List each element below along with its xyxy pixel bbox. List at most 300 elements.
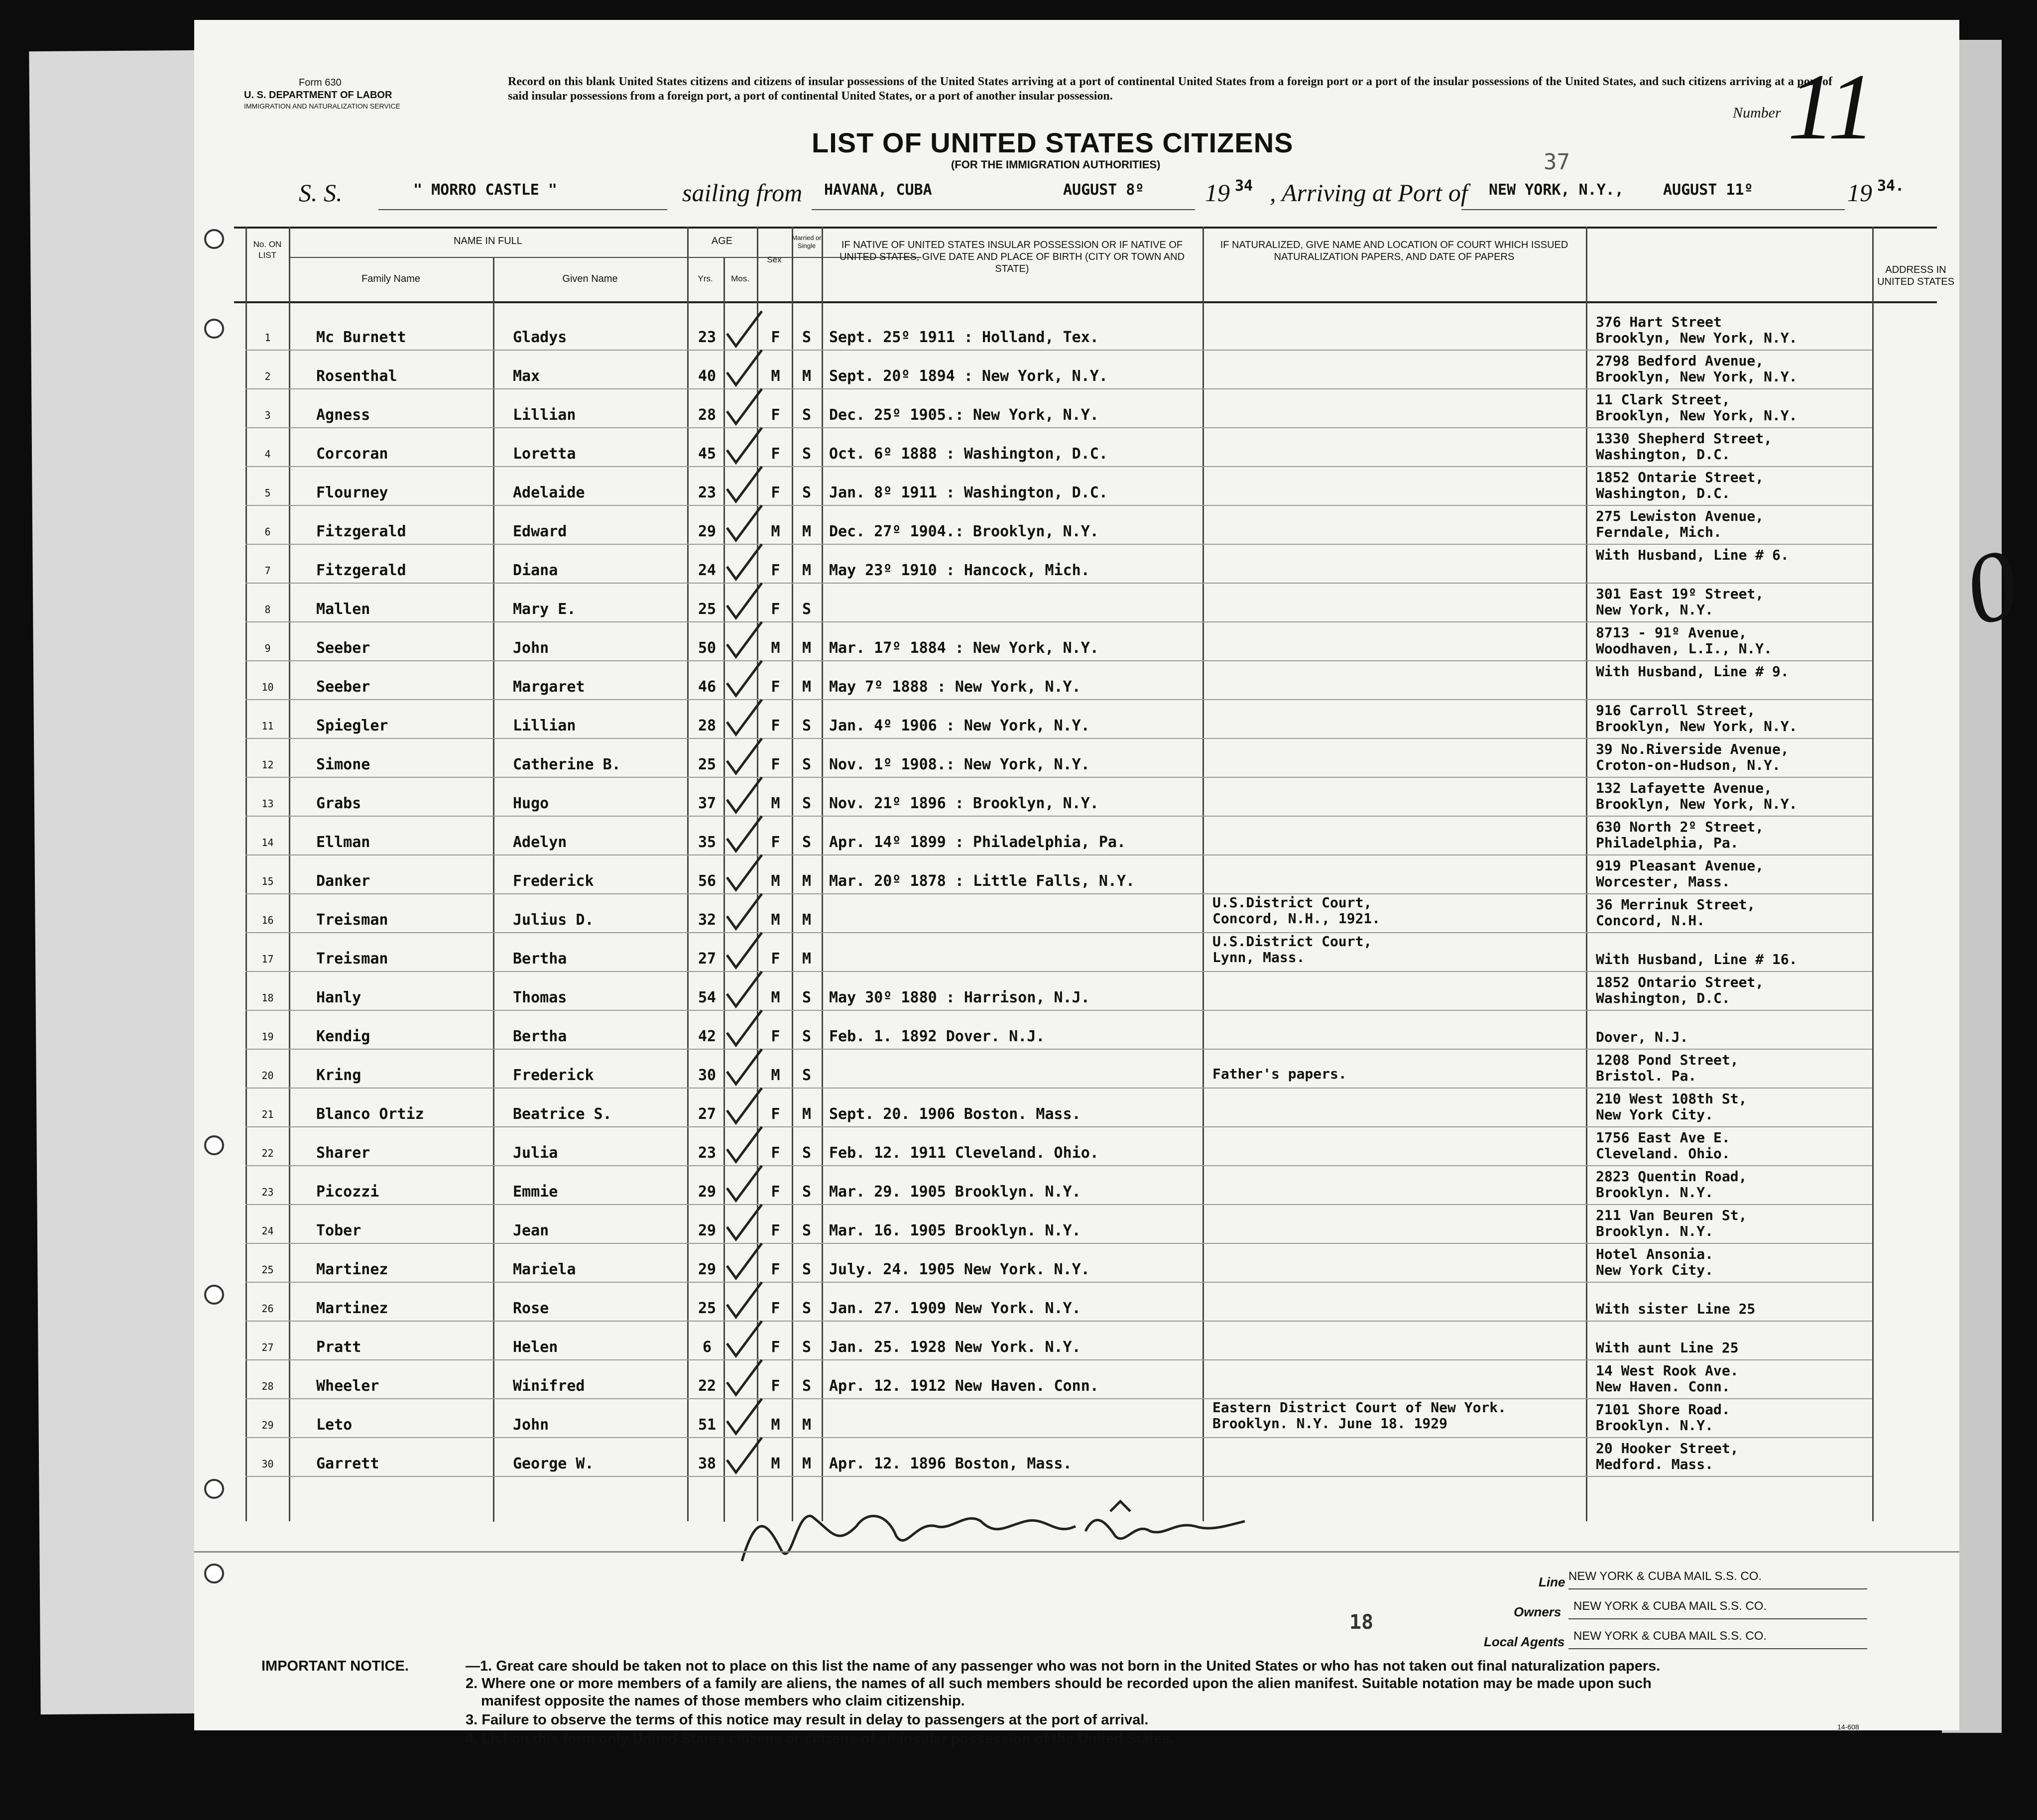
row-number: 10 (261, 681, 274, 693)
row-rule (245, 1398, 1872, 1399)
row-number: 22 (261, 1147, 274, 1159)
family-name: Sharer (316, 1144, 370, 1162)
age-years: 23 (698, 329, 717, 346)
address-line: New York City. (1596, 1106, 1714, 1123)
address-line: 1208 Pond Street, (1596, 1052, 1739, 1068)
sex: F (771, 562, 780, 579)
birth-date-place: Mar. 29. 1905 Brooklyn. N.Y. (829, 1183, 1081, 1201)
age-years: 46 (698, 678, 717, 696)
header-naturalized: IF NATURALIZED, GIVE NAME AND LOCATION OF COURT WHICH ISSUED NATURALIZATION PAPERS, AND DATE OF PAPERS (1220, 240, 1568, 262)
age-years: 6 (702, 1338, 712, 1356)
sex: M (771, 989, 780, 1006)
line-label: Line (1539, 1575, 1565, 1589)
sex: F (771, 329, 780, 346)
given-name: Mariela (513, 1261, 576, 1278)
address-line: Croton-on-Hudson, N.Y. (1596, 757, 1781, 773)
address-line: Ferndale, Mich. (1596, 524, 1722, 540)
address-line: 1852 Ontario Street, (1596, 974, 1764, 990)
marital-status: M (802, 678, 812, 696)
header-birth: IF NATIVE OF UNITED STATES INSULAR POSSESSION OR IF NATIVE OF UNITED STATES, GIVE DATE AND PLACE OF BIRTH (CITY OR TOWN AND STATE) (839, 240, 1185, 274)
sex: F (771, 1144, 780, 1162)
family-name: Spiegler (316, 717, 388, 734)
given-name: John (513, 639, 549, 657)
check-mark-icon (722, 1319, 767, 1358)
row-rule (245, 1088, 1872, 1089)
given-name: Julia (513, 1144, 558, 1162)
marital-status: S (802, 717, 812, 734)
age-years: 51 (698, 1416, 717, 1434)
row-rule (245, 893, 1872, 894)
row-number: 14 (261, 837, 274, 849)
family-name: Martinez (316, 1300, 388, 1317)
row-rule (245, 1437, 1872, 1438)
row-number: 19 (261, 1031, 274, 1043)
age-years: 29 (698, 1183, 717, 1201)
row-rule (245, 621, 1872, 622)
address-line: Woodhaven, L.I., N.Y. (1596, 640, 1773, 657)
marital-status: M (802, 1455, 812, 1472)
naturalization-line: Brooklyn. N.Y. June 18. 1929 (1212, 1415, 1448, 1432)
address-line: 132 Lafayette Avenue, (1596, 780, 1773, 796)
birth-date-place: Jan. 4º 1906 : New York, N.Y. (829, 717, 1090, 734)
notice-item: manifest opposite the names of those members who claim citizenship. (481, 1693, 965, 1709)
birth-date-place: Nov. 1º 1908.: New York, N.Y. (829, 756, 1090, 773)
marital-status: S (802, 601, 812, 618)
row-number: 24 (261, 1225, 274, 1237)
col-rule (792, 227, 793, 1521)
depart-year-prefix: 19 (1205, 179, 1230, 207)
family-name: Corcoran (316, 445, 388, 463)
manifest-page (194, 20, 2030, 1747)
row-number: 1 (264, 332, 271, 344)
row-rule (245, 1476, 1872, 1477)
header-name-in-full: NAME IN FULL (454, 236, 522, 246)
row-rule (245, 816, 1872, 817)
address-line: 1330 Shepherd Street, (1596, 430, 1773, 447)
address-line: With aunt Line 25 (1596, 1339, 1739, 1356)
binder-hole (204, 229, 224, 249)
row-rule (245, 1165, 1872, 1166)
family-name: Garrett (316, 1455, 379, 1472)
address-line: 8713 - 91º Avenue, (1596, 624, 1747, 641)
row-rule (245, 583, 1872, 584)
birth-date-place: Sept. 20º 1894 : New York, N.Y. (829, 367, 1108, 385)
given-name: Mary E. (513, 601, 576, 618)
notice-item: 2. Where one or more members of a family are aliens, the names of all such members should be recorded upon the alien manifest. Suitable notation may be made upon such (466, 1676, 1652, 1692)
age-years: 42 (698, 1028, 717, 1045)
row-number: 29 (261, 1419, 274, 1431)
arrival-port: NEW YORK, N.Y., (1489, 181, 1624, 199)
sex: M (771, 795, 780, 812)
check-mark-icon (722, 1047, 767, 1087)
address-line: 376 Hart Street (1596, 314, 1722, 330)
row-number: 23 (261, 1186, 274, 1198)
sex: M (771, 872, 780, 890)
given-name: Bertha (513, 1028, 567, 1045)
marital-status: M (802, 639, 812, 657)
family-name: Rosenthal (316, 367, 397, 385)
age-years: 38 (698, 1455, 717, 1472)
check-mark-icon (722, 814, 767, 853)
age-years: 45 (698, 445, 717, 463)
header-mos: Mos. (731, 274, 749, 283)
address-line: 14 West Rook Ave. (1596, 1362, 1739, 1379)
row-rule (245, 854, 1872, 855)
family-name: Treisman (316, 911, 388, 929)
footer-top-rule (194, 1551, 1959, 1553)
address-line: New Haven. Conn. (1596, 1378, 1730, 1395)
family-name: Danker (316, 872, 370, 890)
given-name: Helen (513, 1338, 558, 1356)
given-name: Catherine B. (513, 756, 621, 773)
given-name: Adelyn (513, 834, 567, 851)
age-years: 50 (698, 639, 717, 657)
check-mark-icon (722, 619, 767, 659)
row-number: 12 (261, 759, 274, 771)
check-mark-icon (722, 1357, 767, 1397)
row-number: 26 (261, 1303, 274, 1315)
row-rule (245, 1126, 1872, 1127)
given-name: Jean (513, 1222, 549, 1239)
family-name: Seeber (316, 639, 370, 657)
address-line: Brooklyn, New York, N.Y. (1596, 796, 1797, 812)
check-mark-icon (722, 348, 767, 387)
age-years: 40 (698, 367, 717, 385)
given-name: Lillian (513, 717, 576, 734)
birth-date-place: May 23º 1910 : Hancock, Mich. (829, 562, 1090, 579)
age-years: 29 (698, 1261, 717, 1278)
header-given-name: Given Name (562, 273, 618, 284)
departure-date: AUGUST 8º (1063, 181, 1144, 199)
given-name: Rose (513, 1300, 549, 1317)
address-line: Brooklyn. N.Y. (1596, 1417, 1714, 1434)
sex: M (771, 1416, 780, 1434)
family-name: Simone (316, 756, 370, 773)
address-line: Brooklyn, New York, N.Y. (1596, 330, 1797, 346)
marital-status: S (802, 1144, 812, 1162)
naturalization-line: Lynn, Mass. (1212, 949, 1305, 966)
form-code: 14-608 (1837, 1723, 1859, 1731)
sex: F (771, 1338, 780, 1356)
family-name: Wheeler (316, 1377, 379, 1395)
family-name: Leto (316, 1416, 353, 1434)
row-number: 17 (261, 953, 274, 965)
row-rule (245, 660, 1872, 661)
marital-status: S (802, 1067, 812, 1084)
marital-status: M (802, 523, 812, 540)
age-years: 29 (698, 1222, 717, 1239)
address-line: 39 No.Riverside Avenue, (1596, 741, 1789, 757)
form-number: Form 630 (299, 77, 342, 88)
age-years: 27 (698, 1105, 717, 1123)
check-mark-icon (722, 309, 767, 349)
row-number: 11 (261, 720, 274, 732)
number-value: 11 (1788, 55, 1875, 159)
notice-item: 4. List on this form only United States citizens or citizens of an insular possession of the United States. (466, 1731, 1174, 1747)
given-name: Thomas (513, 989, 567, 1006)
row-rule (245, 738, 1872, 739)
age-years: 27 (698, 950, 717, 968)
address-line: 211 Van Beuren St, (1596, 1207, 1747, 1223)
check-mark-icon (722, 969, 767, 1009)
address-line: With Husband, Line # 6. (1596, 547, 1789, 563)
given-name: Margaret (513, 678, 585, 696)
given-name: Bertha (513, 950, 567, 968)
binder-hole (204, 1564, 224, 1583)
family-name: Martinez (316, 1261, 388, 1278)
address-line: Washington, D.C. (1596, 990, 1730, 1006)
birth-date-place: Feb. 1. 1892 Dover. N.J. (829, 1028, 1045, 1045)
sailing-label: sailing from (682, 179, 803, 207)
age-years: 28 (698, 406, 717, 424)
check-mark-icon (722, 1280, 767, 1320)
header-married: Married or Single (792, 234, 822, 249)
given-name: Hugo (513, 795, 549, 812)
given-name: Max (513, 367, 540, 385)
check-mark-icon (722, 1435, 767, 1475)
marital-status: S (802, 329, 812, 346)
row-number: 16 (261, 914, 274, 926)
row-number: 7 (264, 565, 271, 577)
stamp-number: 18 (1349, 1611, 1374, 1634)
address-line: With Husband, Line # 16. (1596, 951, 1797, 968)
row-number: 2 (264, 370, 271, 382)
birth-date-place: Apr. 14º 1899 : Philadelphia, Pa. (829, 834, 1126, 851)
owners-value: NEW YORK & CUBA MAIL S.S. CO. (1573, 1599, 1767, 1613)
row-rule (245, 427, 1872, 428)
page-subtitle: (FOR THE IMMIGRATION AUTHORITIES) (951, 158, 1161, 171)
header-bottom-rule (234, 301, 1937, 303)
sex: M (771, 1455, 780, 1472)
age-years: 25 (698, 1300, 717, 1317)
birth-date-place: Jan. 25. 1928 New York. N.Y. (829, 1338, 1081, 1356)
row-number: 21 (261, 1108, 274, 1120)
address-line: Brooklyn, New York, N.Y. (1596, 407, 1797, 424)
agents-rule (1568, 1648, 1867, 1649)
address-line: 2823 Quentin Road, (1596, 1168, 1747, 1185)
arriving-label: , Arriving at Port of (1270, 179, 1468, 207)
birth-date-place: Oct. 6º 1888 : Washington, D.C. (829, 445, 1108, 463)
age-years: 35 (698, 834, 717, 851)
family-name: Hanly (316, 989, 361, 1006)
given-name: Gladys (513, 329, 567, 346)
address-line: Concord, N.H. (1596, 912, 1705, 929)
row-number: 5 (264, 487, 271, 499)
family-name: Fitzgerald (316, 562, 406, 579)
check-mark-icon (722, 852, 767, 892)
age-years: 22 (698, 1377, 717, 1395)
arrival-rule (1461, 209, 1845, 210)
row-rule (245, 388, 1872, 389)
department: U. S. DEPARTMENT OF LABOR (244, 90, 392, 101)
row-number: 8 (264, 604, 271, 615)
marital-status: S (802, 756, 812, 773)
row-rule (245, 971, 1872, 972)
marital-status: S (802, 1183, 812, 1201)
check-mark-icon (722, 1202, 767, 1242)
row-rule (245, 466, 1872, 467)
birth-date-place: Jan. 27. 1909 New York. N.Y. (829, 1300, 1081, 1317)
marital-status: S (802, 1261, 812, 1278)
check-mark-icon (722, 736, 767, 776)
arrive-year: 34. (1877, 177, 1905, 195)
marital-status: S (802, 484, 812, 501)
service: IMMIGRATION AND NATURALIZATION SERVICE (244, 102, 400, 110)
family-name: Pratt (316, 1338, 361, 1356)
form-instruction: Record on this blank United States citizens and citizens of insular possessions of the United States arriving at a port of continental United States from a foreign port or a port of the insular possessions of the United States, and such citizens arriving at a port of said insular possessions from a foreign port, a port of continental United States, or a port of another insular possession. (508, 75, 1832, 103)
address-line: 20 Hooker Street, (1596, 1440, 1739, 1456)
col-rule (245, 227, 247, 1521)
notice-item: —1. Great care should be taken not to place on this list the name of any passenger who was not born in the United States or who has not taken out final naturalization papers. (466, 1658, 1661, 1674)
age-years: 29 (698, 523, 717, 540)
given-name: Winifred (513, 1377, 585, 1395)
check-mark-icon (722, 1086, 767, 1125)
birth-date-place: Sept. 25º 1911 : Holland, Tex. (829, 329, 1099, 346)
marital-status: M (802, 872, 812, 890)
address-line: Bristol. Pa. (1596, 1068, 1697, 1084)
address-line: With sister Line 25 (1596, 1301, 1756, 1317)
address-line: Brooklyn, New York, N.Y. (1596, 368, 1797, 385)
row-rule (245, 777, 1872, 778)
row-number: 13 (261, 798, 274, 810)
marital-status: S (802, 406, 812, 424)
family-name: Ellman (316, 834, 370, 851)
row-number: 25 (261, 1264, 274, 1276)
age-years: 28 (698, 717, 717, 734)
sex: F (771, 601, 780, 618)
header-sex: Sex (767, 255, 782, 264)
address-line: 1756 East Ave E. (1596, 1129, 1730, 1146)
sex: F (771, 1028, 780, 1045)
birth-date-place: May 7º 1888 : New York, N.Y. (829, 678, 1081, 696)
margin-mark: 0 (1953, 527, 2030, 647)
row-rule (245, 350, 1872, 351)
sex: M (771, 639, 780, 657)
birth-date-place: Apr. 12. 1912 New Haven. Conn. (829, 1377, 1099, 1395)
age-years: 32 (698, 911, 717, 929)
check-mark-icon (722, 464, 767, 504)
row-rule (245, 699, 1872, 700)
row-rule (245, 932, 1872, 933)
page-mark: 37 (1544, 149, 1570, 175)
col-rule (289, 227, 290, 1521)
arrive-year-prefix: 19 (1847, 179, 1872, 207)
given-name: John (513, 1416, 549, 1434)
address-line: 7101 Shore Road. (1596, 1401, 1730, 1418)
family-name: Kring (316, 1067, 361, 1084)
given-name: George W. (513, 1455, 594, 1472)
sex: F (771, 484, 780, 501)
row-rule (245, 1282, 1872, 1283)
sex: F (771, 1300, 780, 1317)
address-line: 11 Clark Street, (1596, 391, 1730, 408)
address-line: Brooklyn. N.Y. (1596, 1184, 1714, 1201)
binder-hole (204, 319, 224, 339)
given-name: Lillian (513, 406, 576, 424)
birth-date-place: Feb. 12. 1911 Cleveland. Ohio. (829, 1144, 1099, 1162)
sex: F (771, 1183, 780, 1201)
sex: F (771, 1377, 780, 1395)
check-mark-icon (722, 1163, 767, 1203)
ship-rule (378, 209, 667, 210)
check-mark-icon (722, 1124, 767, 1164)
address-line: 630 North 2º Street, (1596, 819, 1764, 835)
family-name: Seeber (316, 678, 370, 696)
address-line: Brooklyn, New York, N.Y. (1596, 718, 1797, 734)
marital-status: S (802, 989, 812, 1006)
birth-date-place: May 30º 1880 : Harrison, N.J. (829, 989, 1090, 1006)
sex: F (771, 834, 780, 851)
address-line: Worcester, Mass. (1596, 873, 1730, 890)
birth-date-place: Mar. 16. 1905 Brooklyn. N.Y. (829, 1222, 1081, 1239)
ss-label: S. S. (299, 179, 343, 207)
address-line: 2798 Bedford Avenue, (1596, 353, 1764, 369)
binder-hole (204, 1479, 224, 1499)
given-name: Emmie (513, 1183, 558, 1201)
number-label: Number (1733, 105, 1781, 121)
handwritten-signature (737, 1491, 1255, 1571)
owners-label: Owners (1514, 1604, 1561, 1619)
sex: M (771, 911, 780, 929)
row-rule (245, 1049, 1872, 1050)
family-name: Mallen (316, 601, 370, 618)
age-years: 37 (698, 795, 717, 812)
address-line: 36 Merrinuk Street, (1596, 896, 1756, 913)
col-rule (1586, 227, 1587, 1521)
sex: F (771, 717, 780, 734)
check-mark-icon (722, 930, 767, 970)
sex: F (771, 756, 780, 773)
check-mark-icon (722, 1241, 767, 1281)
birth-date-place: Nov. 21º 1896 : Brooklyn, N.Y. (829, 795, 1099, 812)
row-number: 4 (264, 448, 271, 460)
marital-status: S (802, 1377, 812, 1395)
address-line: 916 Carroll Street, (1596, 702, 1756, 719)
sex: M (771, 1067, 780, 1084)
address-line: 301 East 19º Street, (1596, 586, 1764, 602)
age-years: 30 (698, 1067, 717, 1084)
notice-heading: IMPORTANT NOTICE. (261, 1658, 409, 1674)
marital-status: S (802, 1300, 812, 1317)
naturalization-line: Concord, N.H., 1921. (1212, 910, 1381, 927)
sailing-rule (812, 209, 1195, 210)
family-name: Flourney (316, 484, 388, 501)
family-name: Grabs (316, 795, 361, 812)
sex: F (771, 678, 780, 696)
header-address: ADDRESS IN UNITED STATES (1877, 264, 1954, 287)
sex: M (771, 367, 780, 385)
line-value: NEW YORK & CUBA MAIL S.S. CO. (1568, 1570, 1762, 1583)
owners-rule (1568, 1618, 1867, 1619)
row-number: 30 (261, 1458, 274, 1470)
address-line: Washington, D.C. (1596, 485, 1730, 501)
age-years: 23 (698, 1144, 717, 1162)
sex: F (771, 1105, 780, 1123)
row-number: 15 (261, 875, 274, 887)
ship-name: " MORRO CASTLE " (413, 181, 557, 199)
address-line: Washington, D.C. (1596, 446, 1730, 463)
depart-year: 34 (1235, 177, 1253, 195)
age-years: 56 (698, 872, 717, 890)
check-mark-icon (722, 503, 767, 543)
age-years: 24 (698, 562, 717, 579)
naturalization-line: U.S.District Court, (1212, 894, 1372, 911)
check-mark-icon (722, 775, 767, 815)
given-name: Frederick (513, 1067, 594, 1084)
age-years: 25 (698, 601, 717, 618)
sex: F (771, 406, 780, 424)
address-line: Philadelphia, Pa. (1596, 835, 1739, 851)
